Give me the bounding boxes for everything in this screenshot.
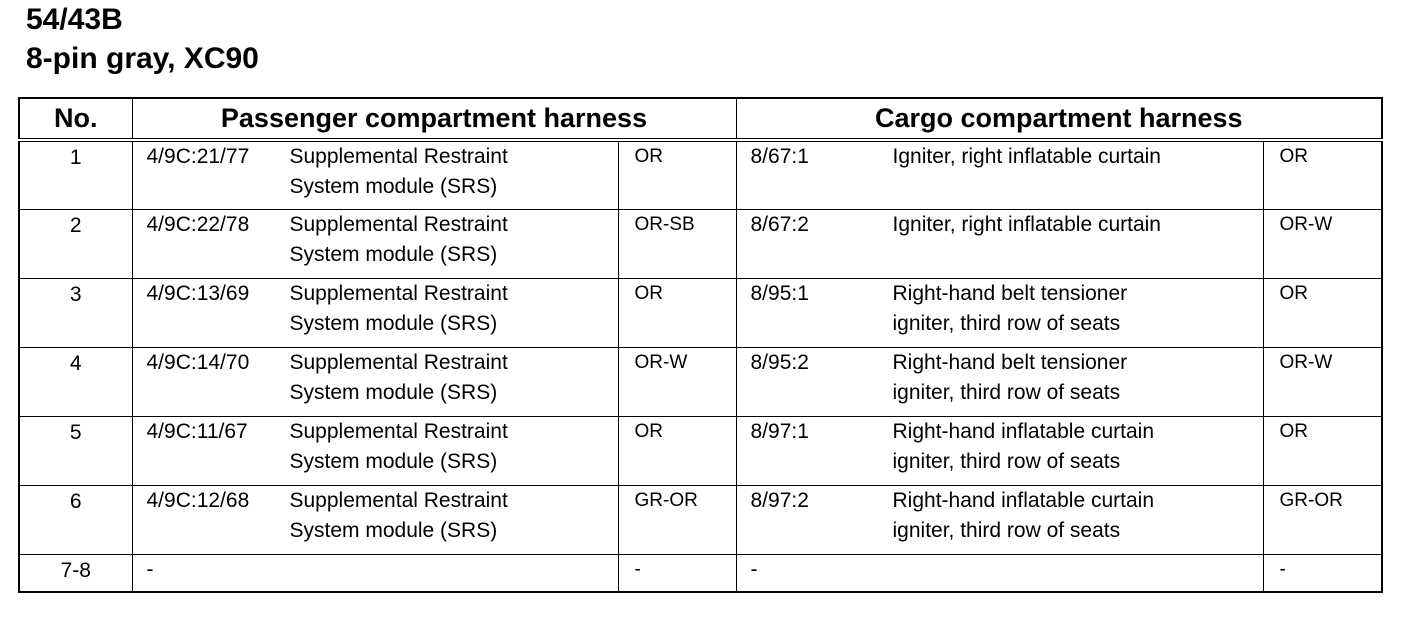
table-row <box>19 554 1382 592</box>
cargo-text-line1: Igniter, right inflatable curtain <box>892 212 1161 236</box>
cargo-description <box>736 416 1263 485</box>
table-row <box>19 416 1382 485</box>
cargo-wire-color: GR-OR <box>1263 485 1382 554</box>
cargo-code: 8/95:1 <box>750 281 809 305</box>
pin-number: 7-8 <box>19 554 132 592</box>
passenger-text-line1: Supplemental Restraint <box>289 419 508 443</box>
cargo-description <box>736 554 1263 592</box>
pin-number: 2 <box>19 209 132 278</box>
table-header-row <box>19 98 1382 140</box>
passenger-description <box>132 554 618 592</box>
passenger-wire-color: OR <box>618 140 736 209</box>
passenger-wire-color: OR-SB <box>618 209 736 278</box>
cargo-description <box>736 347 1263 416</box>
cargo-code: 8/67:1 <box>750 145 809 168</box>
connector-description: 8-pin gray, XC90 <box>26 42 259 75</box>
table-row <box>19 485 1382 554</box>
cargo-wire-color: OR <box>1263 140 1382 209</box>
passenger-empty: - <box>146 557 154 581</box>
cargo-text-line1: Right-hand belt tensioner <box>892 281 1128 305</box>
cargo-text-line2: igniter, third row of seats <box>892 380 1121 404</box>
pin-number: 3 <box>19 278 132 347</box>
cargo-description <box>736 485 1263 554</box>
cargo-code: 8/97:1 <box>750 419 809 443</box>
passenger-text-line1: Supplemental Restraint <box>289 212 508 236</box>
header-cargo-harness: Cargo compartment harness <box>736 98 1382 140</box>
cargo-text-line1: Right-hand inflatable curtain <box>892 419 1154 443</box>
cargo-description <box>736 140 1263 209</box>
passenger-text-line1: Supplemental Restraint <box>289 145 508 168</box>
cargo-code: 8/97:2 <box>750 488 809 512</box>
passenger-code: 4/9C:21/77 <box>146 145 250 168</box>
passenger-description <box>132 140 618 209</box>
cargo-wire-color: OR-W <box>1263 209 1382 278</box>
passenger-wire-color: OR <box>618 278 736 347</box>
passenger-text-line2: System module (SRS) <box>289 311 498 335</box>
passenger-description <box>132 347 618 416</box>
passenger-text-line2: System module (SRS) <box>289 242 498 266</box>
cargo-wire-color: OR-W <box>1263 347 1382 416</box>
cargo-wire-color: - <box>1263 554 1382 592</box>
table-row <box>19 278 1382 347</box>
passenger-wire-color: OR-W <box>618 347 736 416</box>
header-passenger-harness: Passenger compartment harness <box>132 98 736 140</box>
table-row <box>19 347 1382 416</box>
passenger-text-line2: System module (SRS) <box>289 380 498 404</box>
pin-table <box>18 97 1383 593</box>
table-row <box>19 209 1382 278</box>
cargo-text-line1: Right-hand belt tensioner <box>892 350 1128 374</box>
cargo-description <box>736 278 1263 347</box>
passenger-text-line2: System module (SRS) <box>289 518 498 542</box>
cargo-code: 8/95:2 <box>750 350 809 374</box>
passenger-description <box>132 209 618 278</box>
cargo-wire-color: OR <box>1263 278 1382 347</box>
cargo-description <box>736 209 1263 278</box>
passenger-code: 4/9C:11/67 <box>146 419 248 443</box>
cargo-text-line2: igniter, third row of seats <box>892 449 1121 473</box>
cargo-empty: - <box>750 557 758 581</box>
cargo-code: 8/67:2 <box>750 212 809 236</box>
connector-id: 54/43B <box>26 3 123 36</box>
header-no: No. <box>19 98 132 140</box>
table-row <box>19 140 1382 209</box>
cargo-text-line2: igniter, third row of seats <box>892 518 1121 542</box>
cargo-text-line1: Igniter, right inflatable curtain <box>892 145 1161 168</box>
passenger-code: 4/9C:22/78 <box>146 212 250 236</box>
pin-number: 5 <box>19 416 132 485</box>
pin-number: 1 <box>19 140 132 209</box>
cargo-text-line1: Right-hand inflatable curtain <box>892 488 1154 512</box>
passenger-description <box>132 416 618 485</box>
passenger-text-line2: System module (SRS) <box>289 449 498 473</box>
passenger-text-line2: System module (SRS) <box>289 175 498 198</box>
passenger-wire-color: OR <box>618 416 736 485</box>
passenger-code: 4/9C:13/69 <box>146 281 250 305</box>
cargo-wire-color: OR <box>1263 416 1382 485</box>
passenger-code: 4/9C:14/70 <box>146 350 250 374</box>
passenger-text-line1: Supplemental Restraint <box>289 281 508 305</box>
passenger-wire-color: GR-OR <box>618 485 736 554</box>
pin-number: 6 <box>19 485 132 554</box>
passenger-wire-color: - <box>618 554 736 592</box>
passenger-text-line1: Supplemental Restraint <box>289 350 508 374</box>
passenger-text-line1: Supplemental Restraint <box>289 488 508 512</box>
cargo-text-line2: igniter, third row of seats <box>892 311 1121 335</box>
pin-number: 4 <box>19 347 132 416</box>
passenger-code: 4/9C:12/68 <box>146 488 250 512</box>
passenger-description <box>132 278 618 347</box>
passenger-description <box>132 485 618 554</box>
